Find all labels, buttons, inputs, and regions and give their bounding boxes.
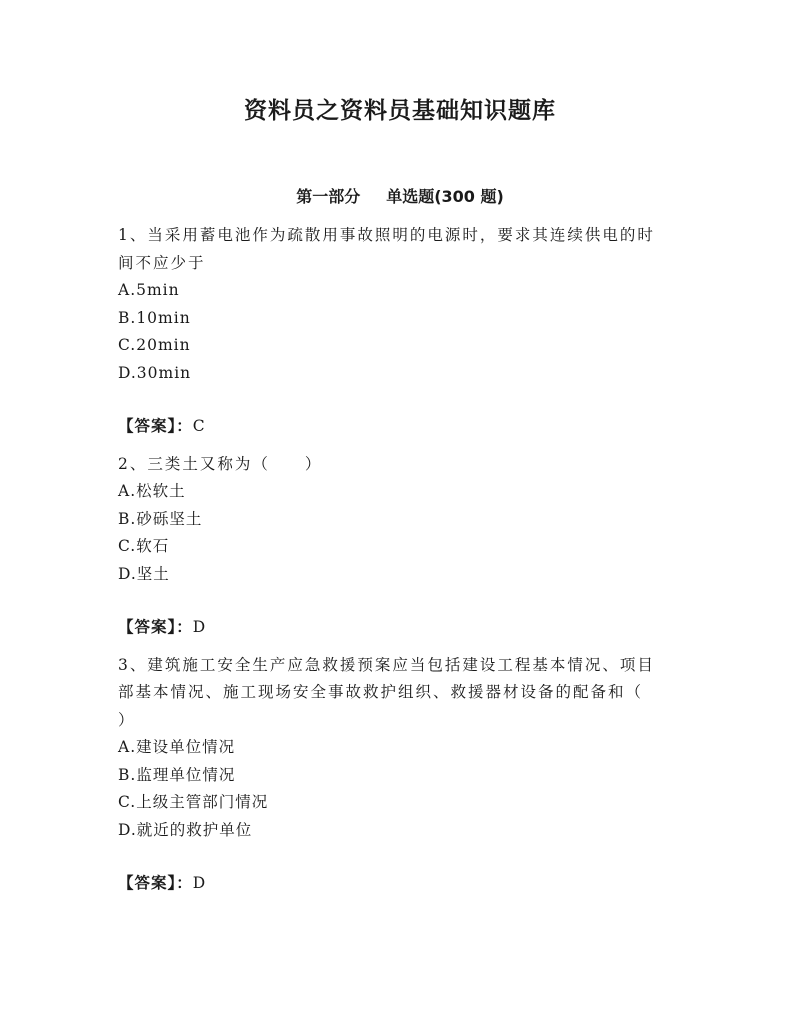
option-b: B.砂砾坚土 [118, 509, 203, 528]
question-list [118, 222, 684, 908]
option-c: C.上级主管部门情况 [118, 793, 269, 811]
option-d: D.就近的救护单位 [118, 820, 253, 839]
question-2 [118, 451, 684, 642]
question-1 [118, 222, 684, 441]
option-b: B.监理单位情况 [118, 765, 236, 784]
option-a: A.松软土 [118, 482, 186, 500]
document-title: 资料员之资料员基础知识题库 [244, 98, 556, 124]
question-stem-line: ） [118, 710, 136, 729]
answer-label: 【答案】： [118, 417, 193, 435]
option-d: D.30min [118, 363, 192, 382]
question-stem-line: 部基本情况、施工现场安全事故救护组织、救援器材设备的配备和（ [118, 683, 644, 701]
option-a: A.建设单位情况 [118, 738, 236, 756]
option-c: C.软石 [118, 537, 170, 555]
option-a: A.5min [118, 281, 180, 299]
question-stem-line: 间不应少于 [118, 253, 206, 272]
option-b: B.10min [118, 308, 191, 327]
section-name: 单选题(300 题) [386, 187, 504, 206]
option-c: C.20min [118, 336, 191, 354]
question-stem-line: 2、三类土又称为（ ） [118, 454, 323, 473]
option-d: D.坚土 [118, 564, 170, 583]
question-stem-line: 1、当采用蓄电池作为疏散用事故照明的电源时，要求其连续供电的时 [118, 226, 655, 244]
answer-line [118, 870, 684, 898]
question-stem-line: 3、建筑施工安全生产应急救援预案应当包括建设工程基本情况、项目 [118, 655, 655, 674]
section-part: 第一部分 [296, 187, 361, 206]
answer-label: 【答案】： [118, 874, 193, 892]
answer-value: D [192, 874, 207, 892]
answer-line [118, 413, 684, 441]
answer-label: 【答案】： [118, 618, 193, 636]
answer-value: D [192, 618, 207, 636]
answer-value: C [192, 417, 206, 435]
question-3 [118, 652, 684, 898]
section-heading [0, 184, 800, 207]
answer-line [118, 614, 684, 642]
